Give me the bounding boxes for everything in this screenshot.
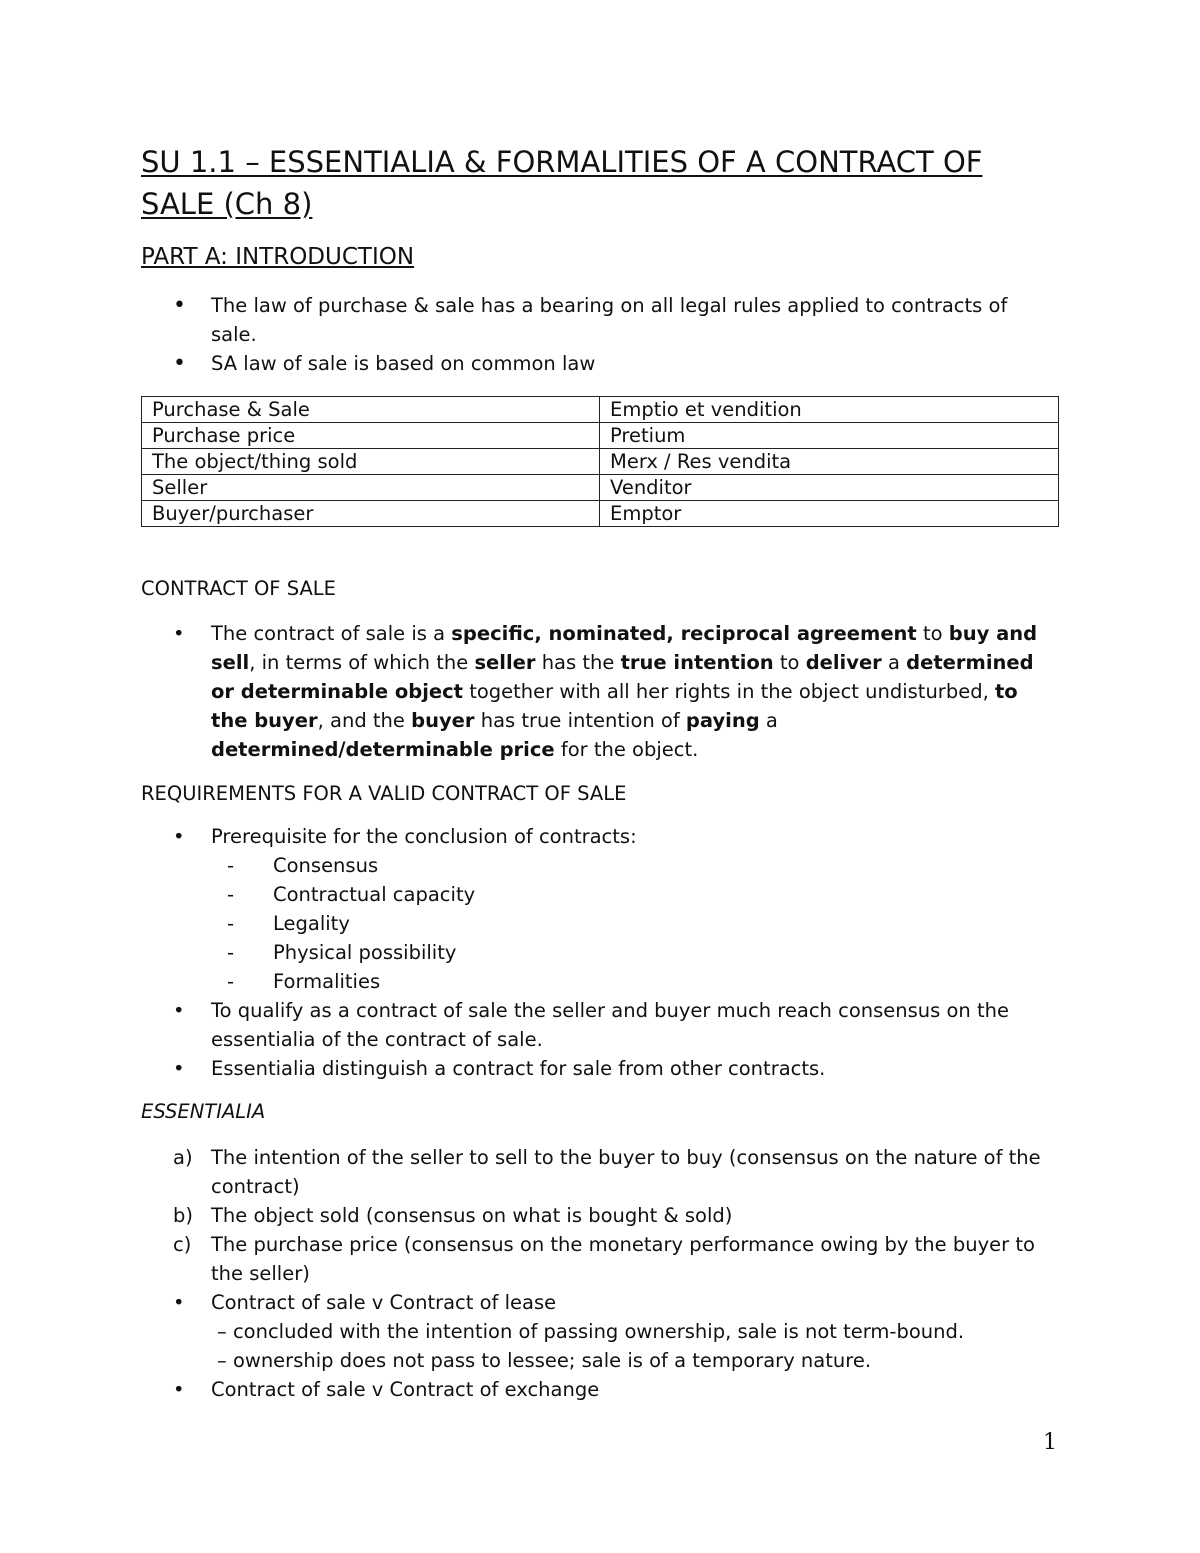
table-cell-latin: Emptor [600, 501, 1059, 527]
table-cell-term: Buyer/purchaser [142, 501, 600, 527]
lease-comparison-label: Contract of sale v Contract of lease [211, 1291, 557, 1314]
list-item [141, 996, 1059, 1054]
bullet-icon: • [173, 825, 185, 848]
lease-comparison-line: – concluded with the intention of passing ownership, sale is not term-bound. [217, 1320, 965, 1343]
list-item: - Legality [211, 909, 1059, 938]
contract-of-sale-heading: CONTRACT OF SALE [141, 577, 336, 600]
list-item [141, 1375, 1059, 1404]
requirements-heading: REQUIREMENTS FOR A VALID CONTRACT OF SALE [141, 782, 627, 805]
list-marker: c) [173, 1233, 192, 1256]
prerequisite-text: Prerequisite for the conclusion of contracts: [211, 825, 637, 848]
table-cell-term: Purchase price [142, 423, 600, 449]
table-row [142, 449, 1059, 475]
list-item: a) The intention of the seller to sell to the buyer to buy (consensus on the nature of the contract) [141, 1143, 1059, 1201]
bullet-icon: • [173, 999, 185, 1022]
list-item [141, 822, 1059, 996]
requirement-text: Essentialia distinguish a contract for sale from other contracts. [211, 1057, 826, 1080]
document-page [141, 0, 1059, 1553]
part-a-heading: PART A: INTRODUCTION [141, 244, 415, 270]
list-item: - Physical possibility [211, 938, 1059, 967]
intro-bullet-list [141, 291, 1059, 378]
dash-icon: - [227, 854, 235, 877]
list-item [141, 1288, 1059, 1375]
dash-icon: - [227, 912, 235, 935]
intro-bullet-text: The law of purchase & sale has a bearing on all legal rules applied to contracts of sale. [211, 294, 1008, 346]
table-row [142, 423, 1059, 449]
bullet-icon: • [173, 622, 185, 645]
bullet-icon: • [173, 351, 186, 376]
table-cell-latin: Pretium [600, 423, 1059, 449]
bullet-icon: • [173, 293, 186, 318]
page-number: 1 [1043, 1430, 1057, 1455]
intro-bullet-text: SA law of sale is based on common law [211, 352, 596, 375]
table-cell-latin: Merx / Res vendita [600, 449, 1059, 475]
list-item: c) The purchase price (consensus on the monetary performance owing by the buyer to the seller) [141, 1230, 1059, 1288]
requirement-text: To qualify as a contract of sale the seller and buyer much reach consensus on the essentialia of the contract of sale. [211, 999, 1009, 1051]
bullet-icon: • [173, 1378, 185, 1401]
table-row [142, 475, 1059, 501]
list-item [141, 349, 1059, 378]
prerequisites-sublist [211, 851, 1059, 996]
dash-icon: - [227, 970, 235, 993]
list-marker: b) [173, 1204, 193, 1227]
contract-definition-text: The contract of sale is a specific, nominated, reciprocal agreement to buy and sell, in terms of which the seller has the true intention to deliver a determined or determinable object together with all her rights in the object undisturbed, to the buyer, and the buyer has true intention of paying a determined/determinable price for the object. [211, 622, 1038, 761]
requirements-list [141, 822, 1059, 1083]
list-item: - Formalities [211, 967, 1059, 996]
table-row [142, 501, 1059, 527]
table-row [142, 397, 1059, 423]
table-cell-term: Purchase & Sale [142, 397, 600, 423]
essentialia-list [141, 1143, 1059, 1404]
table-cell-latin: Venditor [600, 475, 1059, 501]
document-title: SU 1.1 – ESSENTIALIA & FORMALITIES OF A CONTRACT OF SALE (Ch 8) [141, 145, 983, 221]
list-item [141, 619, 1059, 764]
contract-definition-list [141, 619, 1059, 764]
dash-icon: - [227, 883, 235, 906]
bullet-icon: • [173, 1057, 185, 1080]
lease-comparison-line: – ownership does not pass to lessee; sale is of a temporary nature. [217, 1349, 872, 1372]
latin-terms-table [141, 396, 1059, 527]
exchange-comparison-label: Contract of sale v Contract of exchange [211, 1378, 600, 1401]
list-item [141, 1054, 1059, 1083]
list-item: - Contractual capacity [211, 880, 1059, 909]
list-item [141, 291, 1059, 349]
table-cell-term: The object/thing sold [142, 449, 600, 475]
bullet-icon: • [173, 1291, 185, 1314]
list-item: b) The object sold (consensus on what is bought & sold) [141, 1201, 1059, 1230]
essentialia-heading: ESSENTIALIA [141, 1100, 266, 1123]
table-cell-term: Seller [142, 475, 600, 501]
list-item: - Consensus [211, 851, 1059, 880]
table-cell-latin: Emptio et vendition [600, 397, 1059, 423]
list-marker: a) [173, 1146, 193, 1169]
dash-icon: - [227, 941, 235, 964]
